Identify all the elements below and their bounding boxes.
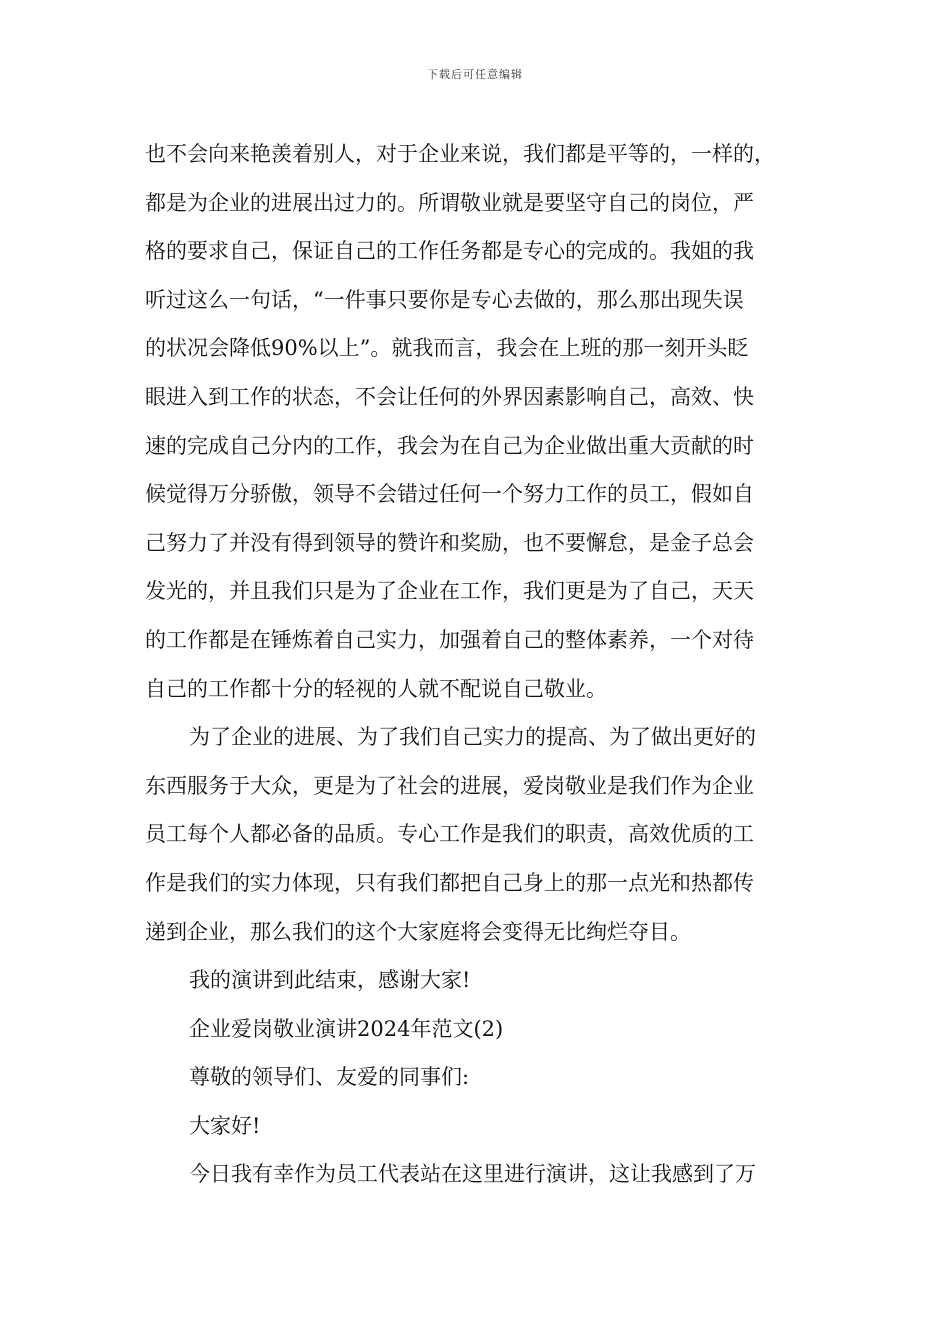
text-line: 东西服务于大众，更是为了社会的进展，爱岗敬业是我们作为企业: [145, 773, 754, 798]
paragraph-start-line: 今日我有幸作为员工代表站在这里进行演讲，这让我感到了万: [189, 1162, 756, 1187]
text-line: 格的要求自己，保证自己的工作任务都是专心的完成的。我姐的我: [145, 239, 754, 264]
text-line: 己努力了并没有得到领导的赞许和奖励，也不要懈怠，是金子总会: [145, 530, 754, 555]
text-line: 眼进入到工作的状态，不会让任何的外界因素影响自己，高效、快: [145, 384, 754, 409]
text-line: 作是我们的实力体现，只有我们都把自己身上的那一点光和热都传: [145, 870, 754, 895]
text-line: 的状况会降低90%以上”。就我而言，我会在上班的那一刻开头眨: [145, 336, 749, 361]
closing-line: 我的演讲到此结束，感谢大家!: [189, 968, 471, 993]
text-line: 都是为企业的进展出过力的。所谓敬业就是要坚守自己的岗位，严: [145, 190, 754, 215]
text-line: 递到企业，那么我们的这个大家庭将会变得无比绚烂夺目。: [145, 919, 691, 944]
text-line: 员工每个人都必备的品质。专心工作是我们的职责，高效优质的工: [145, 822, 754, 847]
text-line: 速的完成自己分内的工作，我会为在自己为企业做出重大贡献的时: [145, 433, 754, 458]
text-line: 的工作都是在锤炼着自己实力，加强着自己的整体素养，一个对待: [145, 627, 754, 652]
text-line: 发光的，并且我们只是为了企业在工作，我们更是为了自己，天天: [145, 579, 754, 604]
text-line: 候觉得万分骄傲，领导不会错过任何一个努力工作的员工，假如自: [145, 482, 754, 507]
paragraph-start-line: 为了企业的进展、为了我们自己实力的提高、为了做出更好的: [189, 725, 756, 750]
section-title: 企业爱岗敬业演讲2024年范文(2): [189, 1016, 504, 1041]
text-line: 听过这么一句话，“一件事只要你是专心去做的，那么那出现失误: [145, 287, 744, 312]
text-line: 也不会向来艳羡着别人，对于企业来说，我们都是平等的，一样的，: [145, 142, 775, 166]
salutation-line: 尊敬的领导们、友爱的同事们:: [189, 1065, 470, 1090]
text-line: 自己的工作都十分的轻视的人就不配说自己敬业。: [145, 676, 607, 701]
page-header: 下载后可任意编辑: [427, 68, 523, 81]
greeting-line: 大家好!: [189, 1113, 261, 1138]
document-body: [145, 130, 805, 1199]
